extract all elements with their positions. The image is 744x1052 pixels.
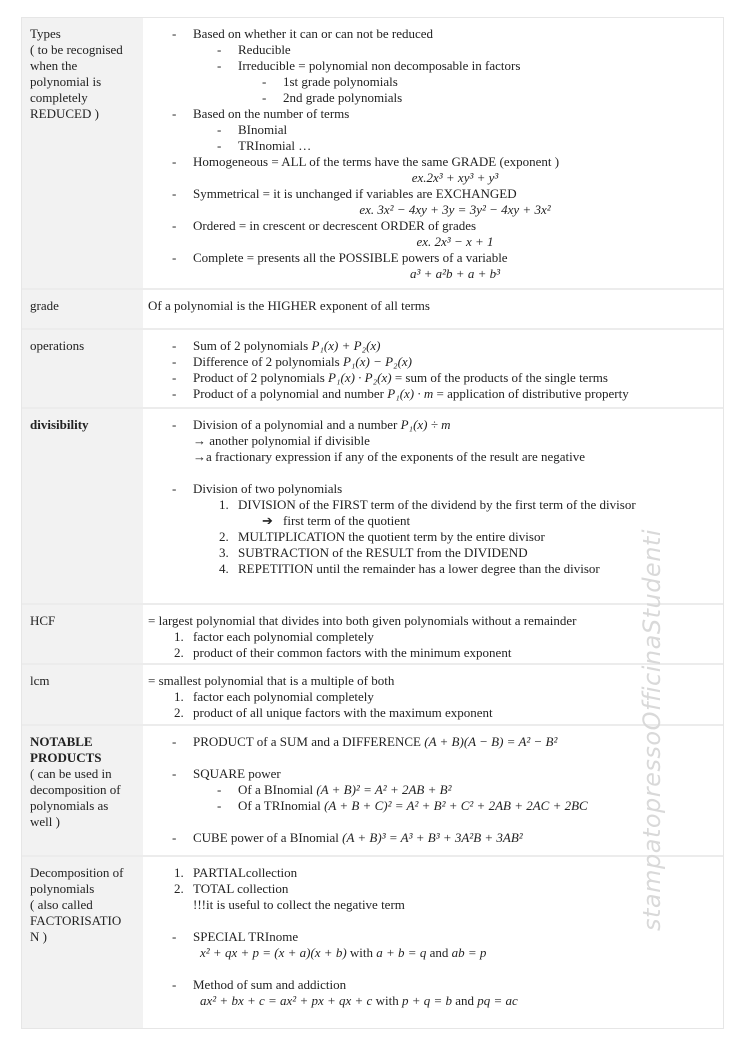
content-line <box>143 673 723 689</box>
formula: P₁(x) · P₂(x) <box>328 370 392 385</box>
content-line <box>143 913 723 929</box>
text-segment: and <box>426 945 452 960</box>
table-row <box>22 724 723 855</box>
line-text <box>238 798 588 814</box>
label-line: polynomials <box>30 881 95 896</box>
list-number: 1. <box>219 497 229 512</box>
line-text <box>193 218 476 234</box>
content-line <box>143 433 723 449</box>
text-segment: Sum of 2 polynomials <box>193 338 312 353</box>
bullet-dash: - <box>217 782 222 797</box>
label-line: PRODUCTS <box>30 750 102 765</box>
text-segment: first term of the quotient <box>283 513 411 528</box>
list-number: 2. <box>219 529 229 544</box>
formula: a³ + a²b + a + b³ <box>409 266 500 281</box>
line-text <box>193 338 381 354</box>
content-line <box>143 481 723 497</box>
line-text <box>283 90 402 106</box>
content-line <box>143 945 723 961</box>
content-line <box>143 798 723 814</box>
content-line <box>143 993 723 1009</box>
formula: p + q = b <box>401 993 452 1008</box>
line-text <box>193 481 342 497</box>
bullet-dash: - <box>172 154 177 169</box>
line-text <box>238 138 311 154</box>
formula: P₁(x) ÷ m <box>400 417 451 432</box>
text-segment: 2nd grade polynomials <box>283 90 403 105</box>
label-line: decomposition of <box>30 782 121 797</box>
content-line <box>143 26 723 42</box>
row-content <box>143 605 723 663</box>
line-text <box>238 497 636 513</box>
content-line <box>143 122 723 138</box>
line-text <box>193 449 585 465</box>
bullet-dash: - <box>172 929 177 944</box>
line-text <box>143 266 723 282</box>
table-row <box>22 663 723 724</box>
bullet-dash: - <box>217 42 222 57</box>
line-text <box>193 417 451 433</box>
table-row <box>22 288 723 328</box>
bullet-dash: - <box>172 26 177 41</box>
formula: (A + B + C)² = A² + B² + C² + 2AB + 2AC + 2BC <box>324 798 588 813</box>
label-line: ( can be used in <box>30 766 112 781</box>
text-segment: TOTAL collection <box>193 881 289 896</box>
table-row <box>22 328 723 407</box>
row-content <box>143 409 723 603</box>
label-line: NOTABLE <box>30 734 93 749</box>
bullet-dash: - <box>172 734 177 749</box>
content-line <box>143 977 723 993</box>
formula: (A + B)³ = A³ + B³ + 3A²B + 3AB² <box>342 830 523 845</box>
arrow-icon: ➔ <box>262 513 273 528</box>
text-segment: Irreducible = polynomial non decomposable in factors <box>238 58 521 73</box>
bullet-dash: - <box>172 481 177 496</box>
content-line <box>143 865 723 881</box>
line-text <box>193 689 374 705</box>
line-text <box>193 977 346 993</box>
formula: a + b = q <box>376 945 427 960</box>
line-text <box>148 298 430 314</box>
line-text <box>148 613 576 629</box>
watermark: stampatopressoOfficinaStudenti <box>638 529 666 931</box>
line-text <box>238 122 287 138</box>
formula: P₁(x) + P₂(x) <box>311 338 381 353</box>
text-segment: = largest polynomial that divides into both given polynomials without a remainder <box>148 613 577 628</box>
text-segment: Division of two polynomials <box>193 481 343 496</box>
bullet-dash: - <box>172 830 177 845</box>
bullet-dash: - <box>172 250 177 265</box>
content-line <box>143 613 723 629</box>
formula: (A + B)² = A² + 2AB + B² <box>316 782 452 797</box>
label-line: polynomials as <box>30 798 109 813</box>
content-line <box>143 750 723 766</box>
line-text <box>193 830 523 846</box>
label-line: divisibility <box>30 417 89 432</box>
line-text <box>193 929 298 945</box>
line-text <box>238 58 520 74</box>
text-segment: = application of distributive property <box>433 386 629 401</box>
line-text <box>143 202 723 218</box>
content-line <box>143 449 723 465</box>
text-segment: product of their common factors with the minimum exponent <box>193 645 512 660</box>
text-segment: Reducible <box>238 42 291 57</box>
content-line <box>143 830 723 846</box>
list-number: 2. <box>174 645 184 660</box>
row-content <box>143 726 723 855</box>
bullet-dash: - <box>172 417 177 432</box>
line-text <box>193 106 349 122</box>
line-text <box>193 629 374 645</box>
bullet-dash: - <box>172 106 177 121</box>
content-line <box>143 705 723 721</box>
line-text <box>193 250 508 266</box>
formula: (A + B)(A − B) = A² − B² <box>424 734 558 749</box>
bullet-dash: - <box>262 90 267 105</box>
line-text <box>193 734 557 750</box>
row-content <box>143 330 723 407</box>
bullet-dash: - <box>172 354 177 369</box>
bullet-dash: - <box>217 798 222 813</box>
table-row <box>22 18 723 288</box>
content-line <box>143 782 723 798</box>
formula: P₁(x) · m <box>387 386 434 401</box>
content-line <box>143 186 723 202</box>
text-segment: Product of a polynomial and number <box>193 386 388 401</box>
row-content <box>143 290 723 328</box>
text-segment: factor each polynomial completely <box>193 689 374 704</box>
label-line: completely <box>30 90 88 105</box>
bullet-dash: - <box>262 74 267 89</box>
label-line: ( also called <box>30 897 93 912</box>
line-text <box>238 561 600 577</box>
text-segment: TRInomial … <box>238 138 312 153</box>
label-line: polynomial is <box>30 74 102 89</box>
bullet-dash: - <box>172 386 177 401</box>
formula: ab = p <box>451 945 487 960</box>
content-line <box>143 814 723 830</box>
text-segment: Complete = presents all the POSSIBLE powers of a variable <box>193 250 508 265</box>
line-text <box>193 897 405 913</box>
content-line <box>143 58 723 74</box>
content-line <box>143 218 723 234</box>
text-segment: product of all unique factors with the maximum exponent <box>193 705 493 720</box>
content-line <box>143 74 723 90</box>
content-line <box>143 561 723 577</box>
line-text <box>193 766 281 782</box>
notes-table <box>21 17 724 1029</box>
content-line <box>143 354 723 370</box>
label-line: Decomposition of <box>30 865 124 880</box>
text-segment: SUBTRACTION of the RESULT from the DIVIDEND <box>238 545 528 560</box>
bullet-dash: - <box>172 977 177 992</box>
row-content <box>143 18 723 288</box>
table-row <box>22 603 723 663</box>
table-row <box>22 855 723 1028</box>
line-text <box>193 865 297 881</box>
formula: ex.2x³ + xy³ + y³ <box>411 170 499 185</box>
row-label <box>22 665 143 724</box>
content-line <box>143 106 723 122</box>
content-line <box>143 386 723 402</box>
bullet-dash: - <box>172 186 177 201</box>
content-line <box>143 929 723 945</box>
text-segment: SQUARE power <box>193 766 281 781</box>
list-number: 2. <box>174 881 184 896</box>
text-segment: CUBE power of a BInomial <box>193 830 343 845</box>
label-line: HCF <box>30 613 56 628</box>
text-segment: = smallest polynomial that is a multiple of both <box>148 673 395 688</box>
line-text <box>193 186 517 202</box>
label-line: REDUCED ) <box>30 106 99 121</box>
bullet-dash: - <box>217 58 222 73</box>
line-text <box>193 386 629 402</box>
content-line <box>143 417 723 433</box>
formula: ex. 3x² − 4xy + 3y = 3y² − 4xy + 3x² <box>359 202 551 217</box>
bullet-dash: - <box>217 122 222 137</box>
formula: pq = ac <box>477 993 518 1008</box>
line-text <box>193 881 288 897</box>
row-label <box>22 409 143 603</box>
formula: ax² + bx + c = ax² + px + qx + c <box>200 993 373 1008</box>
content-line <box>143 234 723 250</box>
text-segment: Product of 2 polynomials <box>193 370 329 385</box>
text-segment: with <box>372 993 402 1008</box>
content-line <box>143 513 723 529</box>
row-content <box>143 857 723 1028</box>
label-line: FACTORISATIO <box>30 913 122 928</box>
list-number: 3. <box>219 545 229 560</box>
content-line <box>143 370 723 386</box>
text-segment: Of a BInomial <box>238 782 317 797</box>
text-segment: BInomial <box>238 122 288 137</box>
content-line <box>143 154 723 170</box>
line-text <box>193 370 608 386</box>
text-segment: SPECIAL TRInome <box>193 929 299 944</box>
line-text <box>238 545 528 561</box>
label-line: lcm <box>30 673 50 688</box>
text-segment: Method of sum and addiction <box>193 977 347 992</box>
formula: x² + qx + p = (x + a)(x + b) <box>200 945 347 960</box>
line-text <box>238 42 291 58</box>
text-segment: Of a TRInomial <box>238 798 325 813</box>
label-line: Types <box>30 26 61 41</box>
text-segment: DIVISION of the FIRST term of the dividend by the first term of the divisor <box>238 497 636 512</box>
row-content <box>143 665 723 724</box>
content-line <box>143 734 723 750</box>
text-segment: Difference of 2 polynomials <box>193 354 343 369</box>
content-line <box>143 529 723 545</box>
text-segment: = sum of the products of the single terms <box>391 370 608 385</box>
content-line <box>143 645 723 661</box>
text-segment: 1st grade polynomials <box>283 74 398 89</box>
content-line <box>143 170 723 186</box>
text-segment: factor each polynomial completely <box>193 629 374 644</box>
content-line <box>143 298 723 314</box>
label-line: well ) <box>30 814 60 829</box>
label-line: N ) <box>30 929 47 944</box>
bullet-dash: - <box>172 370 177 385</box>
line-text <box>193 354 412 370</box>
table-row <box>22 407 723 603</box>
text-segment: MULTIPLICATION the quotient term by the entire divisor <box>238 529 545 544</box>
content-line <box>143 961 723 977</box>
line-text <box>200 945 486 961</box>
list-number: 4. <box>219 561 229 576</box>
content-line <box>143 338 723 354</box>
row-label <box>22 857 143 1028</box>
row-label <box>22 330 143 407</box>
row-label <box>22 605 143 663</box>
line-text <box>193 705 493 721</box>
text-segment: Of a polynomial is the HIGHER exponent of all terms <box>148 298 430 313</box>
formula: ex. 2x³ − x + 1 <box>416 234 494 249</box>
line-text <box>143 170 723 186</box>
text-segment: → another polynomial if divisible <box>193 433 370 448</box>
line-text <box>193 154 559 170</box>
text-segment: Based on whether it can or can not be reduced <box>193 26 434 41</box>
bullet-dash: - <box>217 138 222 153</box>
label-line: when the <box>30 58 78 73</box>
list-number: 2. <box>174 705 184 720</box>
line-text <box>193 645 511 661</box>
label-line: operations <box>30 338 85 353</box>
list-number: 1. <box>174 629 184 644</box>
content-line <box>143 250 723 266</box>
line-text <box>148 673 394 689</box>
list-number: 1. <box>174 689 184 704</box>
text-segment: Division of a polynomial and a number <box>193 417 401 432</box>
line-text <box>283 74 398 90</box>
line-text <box>238 782 451 798</box>
text-segment: PRODUCT of a SUM and a DIFFERENCE <box>193 734 425 749</box>
text-segment: !!!it is useful to collect the negative term <box>193 897 405 912</box>
text-segment: and <box>452 993 478 1008</box>
text-segment: Ordered = in crescent or decrescent ORDER of grades <box>193 218 477 233</box>
line-text <box>283 513 410 529</box>
content-line <box>143 881 723 897</box>
text-segment: with <box>346 945 377 960</box>
content-line <box>143 465 723 481</box>
text-segment: PARTIALcollection <box>193 865 298 880</box>
content-line <box>143 42 723 58</box>
line-text <box>193 433 370 449</box>
content-line <box>143 897 723 913</box>
row-label <box>22 290 143 328</box>
row-label <box>22 726 143 855</box>
content-line <box>143 497 723 513</box>
text-segment: Symmetrical = it is unchanged if variables are EXCHANGED <box>193 186 517 201</box>
content-line <box>143 689 723 705</box>
text-segment: →a fractionary expression if any of the exponents of the result are negative <box>193 449 586 464</box>
content-line <box>143 138 723 154</box>
bullet-dash: - <box>172 766 177 781</box>
label-line: grade <box>30 298 59 313</box>
line-text <box>238 529 545 545</box>
line-text <box>193 26 433 42</box>
line-text <box>200 993 518 1009</box>
content-line <box>143 202 723 218</box>
content-line <box>143 629 723 645</box>
text-segment: REPETITION until the remainder has a lower degree than the divisor <box>238 561 600 576</box>
line-text <box>143 234 723 250</box>
list-number: 1. <box>174 865 184 880</box>
row-label <box>22 18 143 288</box>
content-line <box>143 766 723 782</box>
text-segment: Based on the number of terms <box>193 106 350 121</box>
bullet-dash: - <box>172 218 177 233</box>
label-line: ( to be recognised <box>30 42 123 57</box>
content-line <box>143 90 723 106</box>
bullet-dash: - <box>172 338 177 353</box>
content-line <box>143 545 723 561</box>
text-segment: Homogeneous = ALL of the terms have the same GRADE (exponent ) <box>193 154 560 169</box>
content-line <box>143 266 723 282</box>
formula: P₁(x) − P₂(x) <box>342 354 413 369</box>
